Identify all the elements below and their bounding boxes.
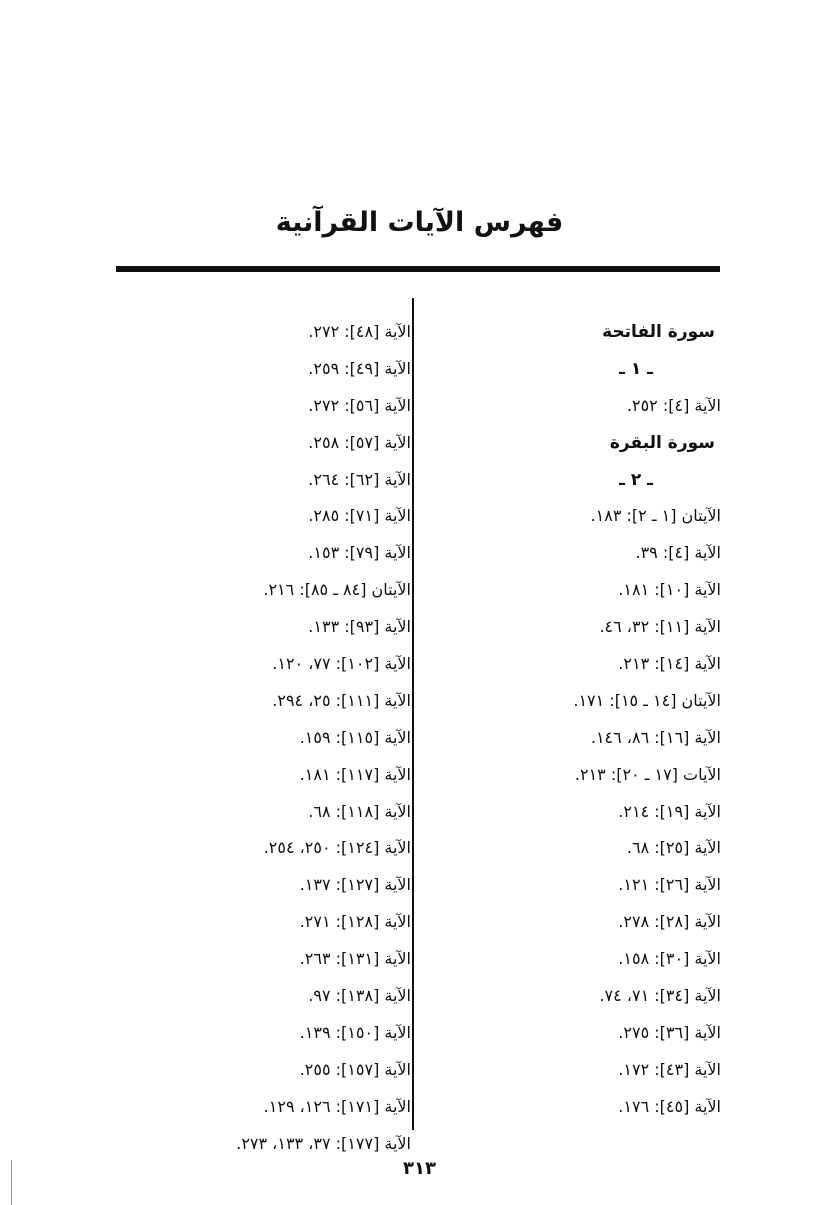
verse-index-entry: الآية [٤]: ٣٩.	[635, 543, 721, 563]
verse-index-entry: الآية [١٥٠]: ١٣٩.	[299, 1022, 411, 1042]
verse-index-entry: الآية [٥٦]: ٢٧٢.	[308, 395, 411, 415]
verse-index-entry: الآية [٢٦]: ١٢١.	[618, 875, 721, 895]
verse-index-entry: الآية [٧١]: ٢٨٥.	[308, 506, 411, 526]
verse-index-entry: الآية [٣٠]: ١٥٨.	[618, 949, 721, 969]
verse-index-entry: الآية [١١٧]: ١٨١.	[299, 764, 411, 784]
verse-index-entry: الآية [٤٣]: ١٧٢.	[618, 1059, 721, 1079]
page-number: ٣١٣	[403, 1158, 436, 1179]
surah-number: ـ ١ ـ	[619, 358, 653, 379]
scan-edge-mark	[11, 1160, 12, 1205]
verse-index-entry: الآية [١٢٧]: ١٣٧.	[299, 875, 411, 895]
verse-index-entry: الآية [١١]: ٣٢، ٤٦.	[599, 617, 721, 637]
verse-index-entry: الآية [١١١]: ٢٥، ٢٩٤.	[272, 690, 411, 710]
verse-index-entry: الآية [١٧٧]: ٣٧، ١٣٣، ٢٧٣.	[236, 1133, 411, 1153]
verse-index-entry: الآية [١٣١]: ٢٦٣.	[299, 949, 411, 969]
verse-index-entry: الآية [١١٨]: ٦٨.	[308, 801, 411, 821]
verse-index-entry: الآيات [١٧ ـ ٢٠]: ٢١٣.	[574, 764, 721, 784]
verse-index-entry: الآية [١٠]: ١٨١.	[618, 580, 721, 600]
verse-index-entry: الآية [٤٨]: ٢٧٢.	[308, 322, 411, 341]
verse-index-entry: الآية [٦٢]: ٢٦٤.	[308, 469, 411, 489]
verse-index-entry: الآية [١٥٧]: ٢٥٥.	[299, 1059, 411, 1079]
verse-index-entry: الآية [١٢٤]: ٢٥٠، ٢٥٤.	[263, 838, 411, 858]
title-rule	[116, 266, 720, 272]
surah-heading: سورة البقرة	[609, 432, 715, 453]
verse-index-entry: الآية [١٧١]: ١٢٦، ١٢٩.	[263, 1096, 411, 1116]
verse-index-entry: الآية [١٠٢]: ٧٧، ١٢٠.	[272, 654, 411, 674]
verse-index-entry: الآية [٧٩]: ١٥٣.	[308, 543, 411, 563]
surah-number: ـ ٢ ـ	[619, 469, 653, 490]
verse-index-entry: الآية [١٤]: ٢١٣.	[618, 654, 721, 674]
verse-index-entry: الآية [٣٤]: ٧١، ٧٤.	[599, 986, 721, 1006]
right-column	[451, 314, 721, 1126]
verse-index-entry: الآية [٣٦]: ٢٧٥.	[618, 1022, 721, 1042]
verse-index-entry: الآية [١٢٨]: ٢٧١.	[299, 912, 411, 932]
verse-index-entry: الآيتان [١ ـ ٢]: ١٨٣.	[590, 506, 721, 526]
page-title: فهرس الآيات القرآنية	[275, 207, 564, 238]
verse-index-entry: الآية [١٩]: ٢١٤.	[618, 801, 721, 821]
verse-index-entry: الآية [٢٨]: ٢٧٨.	[618, 912, 721, 932]
verse-index-entry: الآية [٤]: ٢٥٢.	[626, 395, 721, 415]
column-divider	[412, 298, 414, 1130]
verse-index-entry: الآية [٤٥]: ١٧٦.	[618, 1096, 721, 1116]
verse-index-entry: الآيتان [٨٤ ـ ٨٥]: ٢١٦.	[263, 580, 411, 600]
surah-heading: سورة الفاتحة	[602, 322, 715, 342]
verse-index-entry: الآية [٢٥]: ٦٨.	[626, 838, 721, 858]
verse-index-entry: الآية [٥٧]: ٢٥٨.	[308, 432, 411, 452]
left-column	[111, 314, 411, 1162]
verse-index-entry: الآية [١٦]: ٨٦، ١٤٦.	[590, 727, 721, 747]
verse-index-entry: الآية [٩٣]: ١٣٣.	[308, 617, 411, 637]
verse-index-entry: الآية [٤٩]: ٢٥٩.	[308, 358, 411, 378]
verse-index-entry: الآيتان [١٤ ـ ١٥]: ١٧١.	[573, 690, 721, 710]
verse-index-entry: الآية [١٣٨]: ٩٧.	[308, 986, 411, 1006]
verse-index-entry: الآية [١١٥]: ١٥٩.	[299, 727, 411, 747]
